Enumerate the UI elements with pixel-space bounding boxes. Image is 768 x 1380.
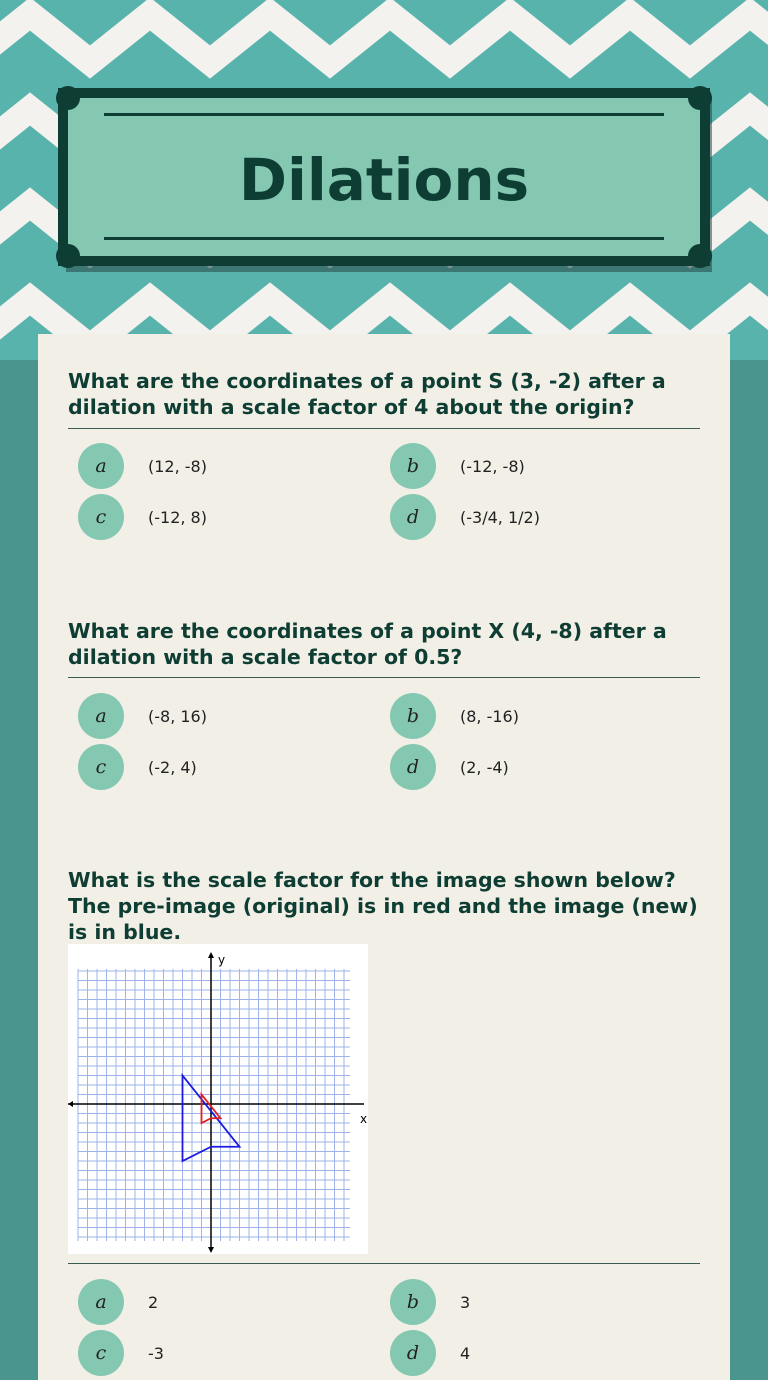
y-axis-label: y — [218, 953, 226, 967]
title-frame — [58, 88, 710, 266]
q1-option-c[interactable] — [78, 494, 207, 540]
x-axis-arrow-left — [68, 1101, 73, 1107]
q3-option-c[interactable] — [78, 1330, 164, 1376]
page-title: Dilations — [238, 146, 530, 214]
q2-option-a[interactable] — [78, 693, 207, 739]
option-text: (-3/4, 1/2) — [460, 507, 540, 527]
question-2-divider — [68, 677, 700, 678]
option-text: 4 — [460, 1343, 471, 1363]
dilation-graph — [68, 944, 368, 1254]
option-letter-bubble: d — [390, 744, 436, 790]
title-rule-bottom — [104, 237, 664, 240]
option-text: (2, -4) — [460, 757, 509, 777]
option-text: (-2, 4) — [148, 757, 197, 777]
option-text: -3 — [148, 1343, 164, 1363]
option-letter-bubble: a — [78, 443, 124, 489]
y-axis-arrow-top — [208, 952, 214, 958]
q2-option-b[interactable] — [390, 693, 519, 739]
option-text: (-8, 16) — [148, 706, 207, 726]
q2-option-c[interactable] — [78, 744, 197, 790]
option-letter-bubble: b — [390, 443, 436, 489]
option-text: (8, -16) — [460, 706, 519, 726]
option-letter-bubble: d — [390, 494, 436, 540]
q3-option-d[interactable] — [390, 1330, 470, 1376]
question-1-divider — [68, 428, 700, 429]
q3-option-b[interactable] — [390, 1279, 470, 1325]
option-letter-bubble: a — [78, 1279, 124, 1325]
q1-option-a[interactable] — [78, 443, 207, 489]
option-text: (-12, -8) — [460, 456, 525, 476]
option-text: 2 — [148, 1292, 159, 1312]
option-letter-bubble: d — [390, 1330, 436, 1376]
title-panel — [68, 98, 700, 256]
option-letter-bubble: a — [78, 693, 124, 739]
q1-option-b[interactable] — [390, 443, 525, 489]
question-1-text: What are the coordinates of a point S (3, -2) after a dilation with a scale factor of 4 about the origin? — [68, 369, 666, 419]
worksheet-paper — [38, 334, 730, 1380]
option-letter-bubble: c — [78, 1330, 124, 1376]
option-text: (12, -8) — [148, 456, 207, 476]
q3-option-a[interactable] — [78, 1279, 158, 1325]
q2-option-d[interactable] — [390, 744, 509, 790]
x-axis-label: x — [360, 1112, 368, 1126]
question-3-text: What is the scale factor for the image shown below? The pre-image (original) is in red and the image (new) is in blue. — [68, 868, 698, 944]
question-3-divider — [68, 1263, 700, 1264]
question-2-text: What are the coordinates of a point X (4, -8) after a dilation with a scale factor of 0.5? — [68, 619, 667, 669]
option-letter-bubble: c — [78, 494, 124, 540]
y-axis-arrow-bottom — [208, 1247, 214, 1253]
coordinate-plane — [68, 944, 368, 1254]
option-text: 3 — [460, 1292, 471, 1312]
option-letter-bubble: b — [390, 1279, 436, 1325]
title-rule-top — [104, 113, 664, 116]
option-letter-bubble: c — [78, 744, 124, 790]
option-text: (-12, 8) — [148, 507, 207, 527]
q1-option-d[interactable] — [390, 494, 540, 540]
option-letter-bubble: b — [390, 693, 436, 739]
